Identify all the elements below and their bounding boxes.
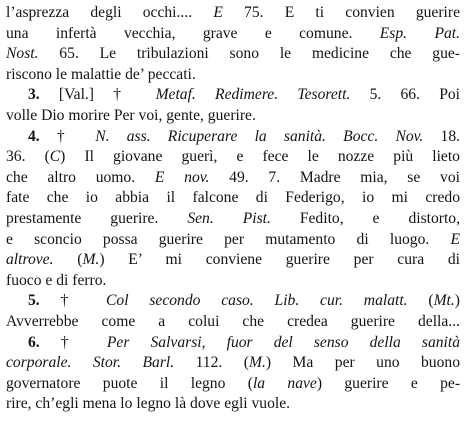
text-line [6,250,460,271]
italic-text: altrove. [6,251,54,269]
text-line [6,85,460,106]
text-run: 49. 7. Madre mia, se voi [209,168,460,186]
text-run: Avverrebbe come a colui che credea guerire della... [6,312,460,330]
text-line [6,168,460,189]
text-line [6,209,460,230]
text-run: † [39,292,107,310]
text-line [6,353,460,374]
text-line [6,230,460,251]
italic-text: corporale. Stor. Barl. [6,354,175,372]
text-run: governatore puote il legno ( [6,374,253,392]
text-run: 5. 66. Poi [350,86,460,104]
text-run: † [39,127,96,145]
text-run: e sconcio possa guerire per mutamento di luogo. [6,230,451,248]
text-run: 65. Le tribulazioni sono le medicine che gue- [38,45,460,63]
text-run: fate che io abbia il falcone di Federigo, io mi credo [6,189,460,207]
text-line [6,3,460,24]
italic-text: C [49,148,61,166]
dictionary-entry-text [6,3,460,415]
text-line [6,44,460,65]
italic-text: M. [248,354,266,372]
text-line [6,127,460,148]
italic-text: E nov. [154,168,210,186]
italic-text: la nave [252,374,317,392]
text-line [6,65,460,86]
italic-text: Nost. [6,45,39,63]
text-run: riscono le malattie de’ peccati. [6,65,196,83]
text-run: volle Dio morire Per voi, gente, guerire. [6,106,256,124]
text-run: ) guerire e pe- [316,374,460,392]
italic-text: E [450,230,460,248]
sense-number: 5. [28,292,40,310]
sense-number: 3. [28,86,40,104]
text-run: fuoco e di ferro. [6,271,107,289]
text-line [6,291,460,312]
italic-text: E [213,4,223,21]
text-run: 75. E ti convien guerire [222,4,460,21]
text-line [6,333,460,354]
text-line [6,106,460,127]
text-run: [Val.] † [39,86,156,104]
sense-number: 6. [28,333,40,351]
text-run: 112. ( [174,354,249,372]
text-run: ) E’ mi conviene guerire per cura di [99,251,460,269]
text-run: che altro uomo. [6,168,155,186]
italic-text: M. [82,251,100,269]
text-run: ( [407,292,434,310]
text-line [6,394,460,415]
text-run: prestamente guerire. [6,209,188,227]
italic-text: Mt. [433,292,455,310]
italic-text: Col secondo caso. Lib. cur. malatt. [106,292,408,310]
text-run: l’asprezza degli occhi.... [6,4,214,21]
italic-text: Sen. Pist. [187,209,271,227]
sense-number: 4. [28,127,40,145]
text-line [6,374,460,395]
text-run: ) Ma per uno buono [265,354,460,372]
text-line [6,312,460,333]
italic-text: N. ass. Ricuperare la sanità. Bocc. Nov. [95,127,424,145]
text-line [6,24,460,45]
italic-text: Per Salvarsi, fuor del senso della sanità [106,333,460,351]
text-run: Fedito, e distorto, [270,209,460,227]
text-run: 18. [423,127,460,145]
italic-text: Metaf. Redimere. Tesorett. [155,86,351,104]
text-line [6,188,460,209]
text-run: una infertà vecchia, grave e comune. [6,24,380,42]
text-run: ) [454,292,460,310]
text-line [6,271,460,292]
text-run: † [39,333,107,351]
text-run: ) Il giovane guerì, e fece le nozze più lieto [60,148,460,166]
italic-text: Esp. Pat. [379,24,460,42]
text-run: 36. ( [6,148,50,166]
text-line [6,147,460,168]
text-run: ( [53,251,83,269]
text-run: rire, ch’egli mena lo legno là dove egli vuole. [6,395,291,413]
